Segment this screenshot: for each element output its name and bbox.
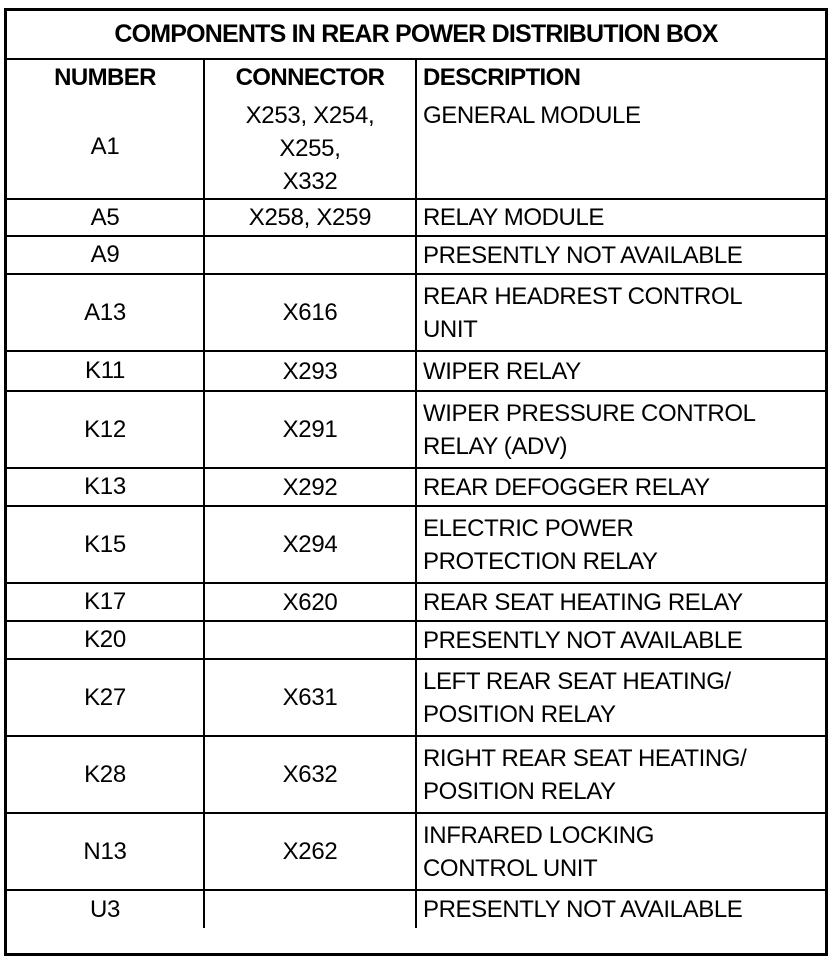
description-line: PROTECTION RELAY	[423, 547, 658, 575]
cell-number: A5	[7, 199, 204, 236]
cell-connector	[204, 621, 416, 659]
cell-connector	[204, 890, 416, 928]
cell-number: K20	[7, 621, 204, 659]
table-row	[7, 813, 825, 890]
table-title: COMPONENTS IN REAR POWER DISTRIBUTION BOX	[7, 11, 825, 59]
cell-number: A9	[7, 236, 204, 274]
connector-line: X262	[282, 838, 338, 865]
description-line: CONTROL UNIT	[423, 854, 598, 882]
table-row	[7, 506, 825, 583]
description-line: REAR HEADREST CONTROL	[423, 282, 743, 310]
table-row	[7, 199, 825, 236]
connector-line: X258, X259	[248, 204, 372, 231]
description-line: POSITION RELAY	[423, 700, 616, 728]
components-table	[7, 11, 825, 928]
cell-description	[416, 391, 825, 468]
description-line: POSITION RELAY	[423, 777, 616, 805]
table-row	[7, 236, 825, 274]
table-row	[7, 468, 825, 506]
cell-connector	[204, 236, 416, 274]
description-line: REAR SEAT HEATING RELAY	[423, 588, 743, 616]
cell-number: K13	[7, 468, 204, 506]
cell-connector	[204, 391, 416, 468]
description-line: WIPER PRESSURE CONTROL	[423, 399, 756, 427]
cell-connector	[204, 736, 416, 813]
cell-connector	[204, 96, 416, 199]
cell-number: K27	[7, 659, 204, 736]
cell-description	[416, 506, 825, 583]
table-body	[7, 96, 825, 928]
cell-number: K11	[7, 351, 204, 391]
cell-connector	[204, 506, 416, 583]
description-line: WIPER RELAY	[423, 357, 581, 385]
cell-connector	[204, 659, 416, 736]
components-table-sheet	[4, 8, 828, 956]
cell-description	[416, 96, 825, 199]
table-row	[7, 96, 825, 199]
description-line: INFRARED LOCKING	[423, 821, 654, 849]
connector-line: X620	[282, 588, 338, 616]
cell-number: A1	[7, 96, 204, 199]
connector-line: X291	[282, 416, 338, 443]
cell-connector	[204, 583, 416, 621]
table-header-row	[7, 59, 825, 96]
description-line: ELECTRIC POWER	[423, 514, 634, 542]
description-line: PRESENTLY NOT AVAILABLE	[423, 626, 743, 654]
table-title-row	[7, 11, 825, 59]
cell-description	[416, 236, 825, 274]
column-header-description: DESCRIPTION	[416, 59, 825, 96]
cell-description	[416, 274, 825, 351]
connector-line: X332	[282, 168, 338, 195]
connector-line: X616	[282, 299, 338, 326]
table-row	[7, 583, 825, 621]
cell-connector	[204, 351, 416, 391]
cell-number: K12	[7, 391, 204, 468]
cell-description	[416, 199, 825, 236]
cell-description	[416, 621, 825, 659]
connector-line: X632	[282, 761, 338, 788]
cell-connector	[204, 468, 416, 506]
cell-number: A13	[7, 274, 204, 351]
cell-number: K28	[7, 736, 204, 813]
description-line: UNIT	[423, 315, 478, 343]
table-row	[7, 659, 825, 736]
cell-number: K17	[7, 583, 204, 621]
cell-connector	[204, 274, 416, 351]
cell-connector	[204, 199, 416, 236]
cell-description	[416, 351, 825, 391]
table-row	[7, 621, 825, 659]
cell-description	[416, 468, 825, 506]
connector-line: X292	[282, 473, 338, 501]
cell-number: K15	[7, 506, 204, 583]
cell-connector	[204, 813, 416, 890]
cell-description	[416, 583, 825, 621]
cell-number: N13	[7, 813, 204, 890]
description-line: PRESENTLY NOT AVAILABLE	[423, 896, 743, 923]
description-line: LEFT REAR SEAT HEATING/	[423, 667, 731, 695]
description-line: RIGHT REAR SEAT HEATING/	[423, 744, 747, 772]
column-header-connector: CONNECTOR	[204, 59, 416, 96]
description-line: REAR DEFOGGER RELAY	[423, 473, 710, 501]
table-row	[7, 890, 825, 928]
connector-line: X293	[282, 357, 338, 385]
connector-line: X631	[282, 684, 338, 711]
cell-number: U3	[7, 890, 204, 928]
connector-line: X255,	[279, 135, 341, 162]
column-header-number: NUMBER	[7, 59, 204, 96]
table-row	[7, 391, 825, 468]
cell-description	[416, 736, 825, 813]
description-line: PRESENTLY NOT AVAILABLE	[423, 241, 743, 269]
table-row	[7, 736, 825, 813]
table-row	[7, 274, 825, 351]
description-line: RELAY MODULE	[423, 204, 605, 231]
table-row	[7, 351, 825, 391]
connector-line: X253, X254,	[245, 102, 375, 129]
description-line: GENERAL MODULE	[423, 102, 641, 129]
connector-line: X294	[282, 531, 338, 558]
description-line: RELAY (ADV)	[423, 432, 568, 460]
cell-description	[416, 890, 825, 928]
cell-description	[416, 813, 825, 890]
cell-description	[416, 659, 825, 736]
